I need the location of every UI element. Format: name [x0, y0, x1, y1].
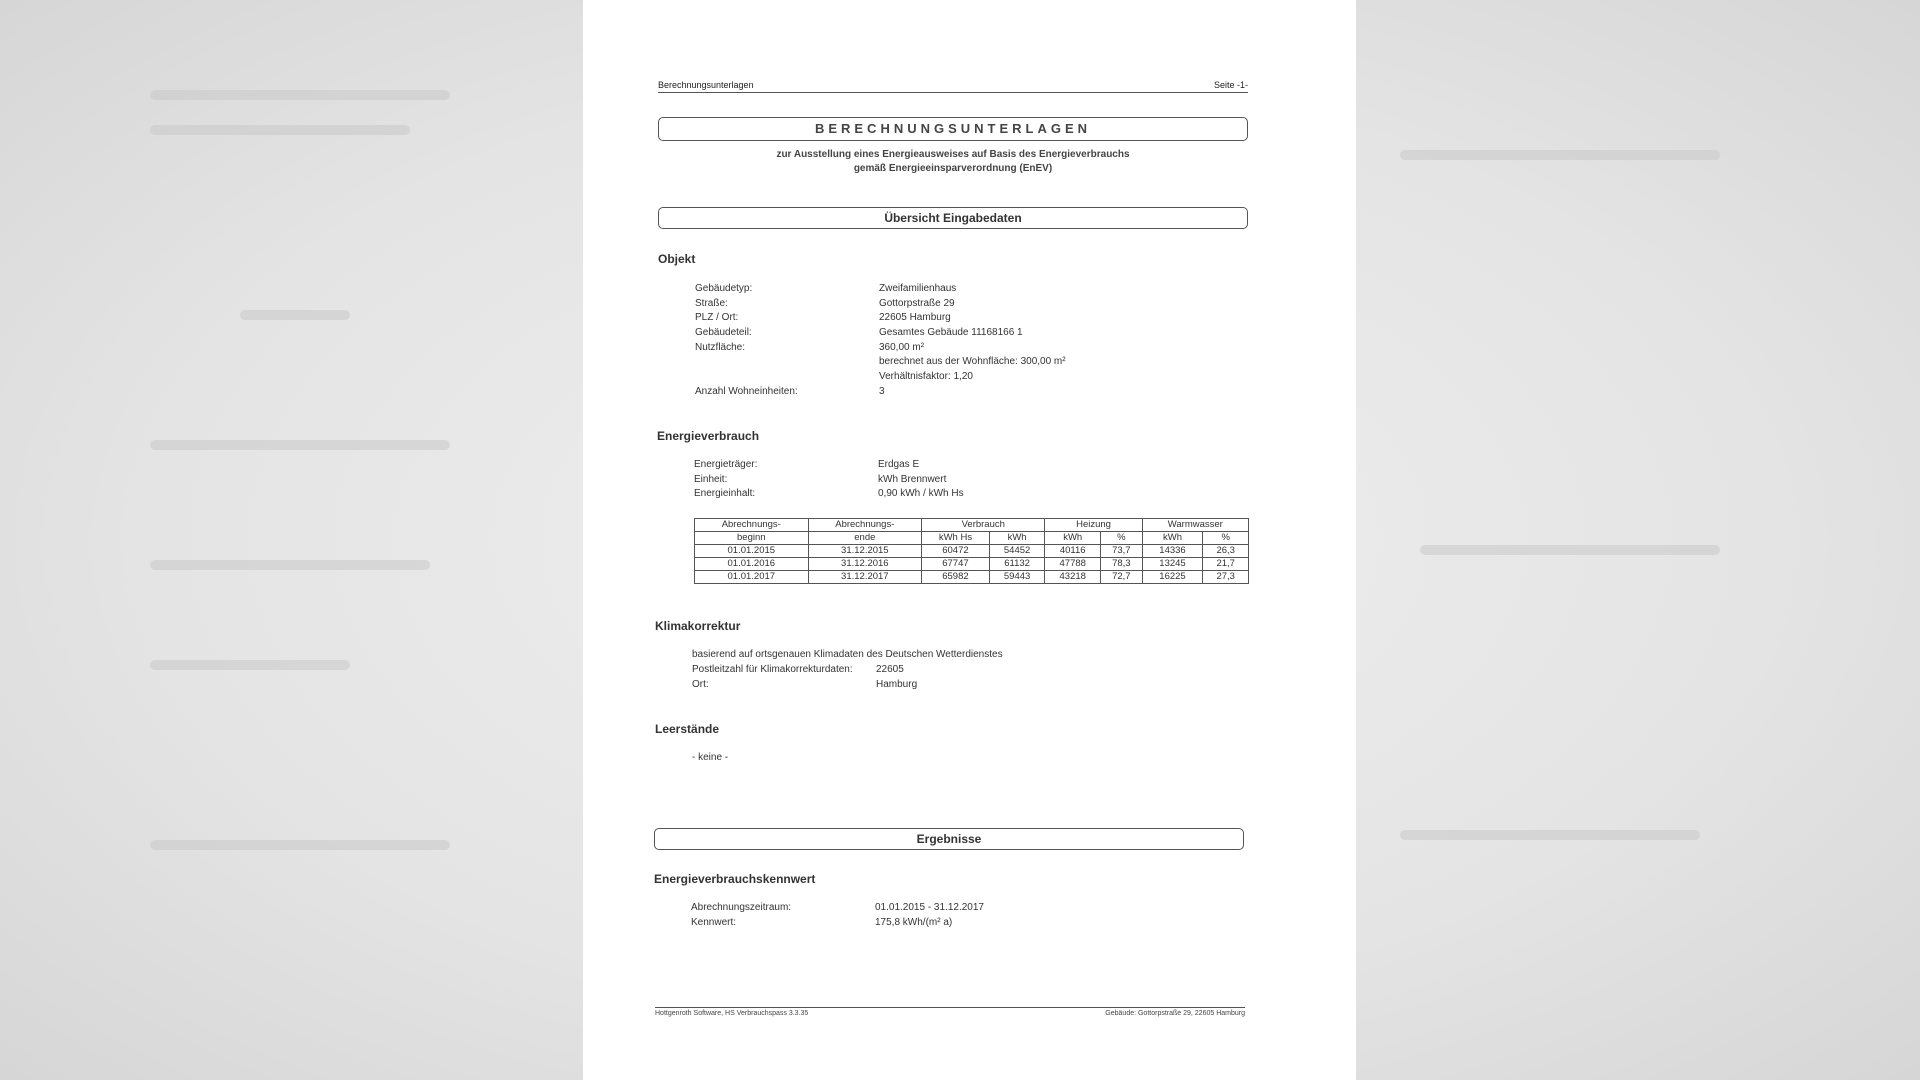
kennwert-value: 175,8 kWh/(m² a)	[875, 916, 953, 928]
table-cell: 13245	[1142, 558, 1203, 571]
objekt-value: berechnet aus der Wohnfläche: 300,00 m²	[879, 356, 1066, 368]
objekt-heading: Objekt	[658, 252, 696, 266]
table-header-row	[695, 519, 1249, 532]
table-cell: 21,7	[1203, 558, 1249, 571]
objekt-value: 360,00 m²	[879, 341, 925, 353]
objekt-key: PLZ / Ort:	[695, 312, 739, 324]
table-cell: 26,3	[1203, 545, 1249, 558]
energie-value: 0,90 kWh / kWh Hs	[878, 488, 964, 500]
section-title-input: Übersicht Eingabedaten	[658, 207, 1248, 229]
subtitle-line-1: zur Ausstellung eines Energieausweises auf Basis des Energieverbrauchs	[776, 149, 1130, 160]
energie-value: Erdgas E	[878, 459, 920, 470]
header-page-number: Seite -1-	[1213, 80, 1248, 90]
table-header-cell: Heizung	[1045, 519, 1142, 532]
klima-key: Postleitzahl für Klimakorrekturdaten:	[692, 664, 853, 675]
objekt-value: Verhältnisfaktor: 1,20	[879, 371, 973, 383]
table-subheader-cell: kWh Hs	[922, 532, 990, 545]
energie-key: Energieträger:	[694, 459, 758, 470]
energie-key: Energieinhalt:	[694, 488, 756, 500]
table-row	[695, 545, 1249, 558]
table-cell: 14336	[1142, 545, 1203, 558]
section-title-results: Ergebnisse	[654, 828, 1244, 850]
klimakorrektur-heading: Klimakorrektur	[655, 619, 741, 633]
energieverbrauch-heading: Energieverbrauch	[657, 429, 760, 443]
blur-line	[240, 310, 350, 320]
table-header-cell: Abrechnungs-	[695, 519, 809, 532]
table-cell: 27,3	[1203, 571, 1249, 584]
table-subheader-cell: %	[1101, 532, 1143, 545]
objekt-value: Gesamtes Gebäude 11168166 1	[879, 327, 1023, 339]
table-cell: 01.01.2017	[695, 571, 809, 584]
table-row	[695, 571, 1249, 584]
blur-line	[1400, 150, 1720, 160]
objekt-key: Nutzfläche:	[695, 341, 746, 353]
table-cell: 78,3	[1101, 558, 1143, 571]
page-footer	[655, 1007, 1245, 1017]
leerstaende-heading: Leerstände	[655, 722, 720, 736]
blur-line	[150, 440, 450, 450]
table-cell: 67747	[922, 558, 990, 571]
consumption-table	[694, 518, 1249, 584]
kennwert-key: Abrechnungszeitraum:	[691, 902, 792, 913]
blur-line	[150, 660, 350, 670]
table-subheader-cell: beginn	[695, 532, 809, 545]
objekt-key: Straße:	[695, 297, 728, 309]
table-cell: 31.12.2017	[808, 571, 922, 584]
table-cell: 40116	[1045, 545, 1101, 558]
table-cell: 16225	[1142, 571, 1203, 584]
table-cell: 61132	[989, 558, 1045, 571]
objekt-key: Gebäudetyp:	[695, 283, 753, 294]
table-cell: 73,7	[1101, 545, 1143, 558]
document-page	[583, 0, 1356, 1080]
table-cell: 31.12.2015	[808, 545, 922, 558]
footer-left: Hottgenroth Software, HS Verbrauchspass 3.3.35	[655, 1010, 809, 1017]
table-subheader-cell: kWh	[1142, 532, 1203, 545]
table-cell: 43218	[1045, 571, 1101, 584]
klima-value: 22605	[876, 664, 904, 675]
klima-value: Hamburg	[876, 678, 918, 690]
table-cell: 47788	[1045, 558, 1101, 571]
objekt-value: 3	[879, 385, 885, 397]
blur-line	[150, 125, 410, 135]
energie-value: kWh Brennwert	[878, 473, 947, 485]
energie-key: Einheit:	[694, 473, 728, 485]
table-header-cell: Verbrauch	[922, 519, 1045, 532]
objekt-key: Anzahl Wohneinheiten:	[695, 385, 798, 397]
table-cell: 54452	[989, 545, 1045, 558]
blur-line	[150, 90, 450, 100]
table-cell: 31.12.2016	[808, 558, 922, 571]
document-subtitle	[658, 148, 1248, 176]
klima-key: Ort:	[692, 678, 709, 690]
table-subheader-cell: kWh	[989, 532, 1045, 545]
table-subheader-row	[695, 532, 1249, 545]
table-subheader-cell: ende	[808, 532, 922, 545]
table-cell: 59443	[989, 571, 1045, 584]
blur-line	[1400, 830, 1700, 840]
subtitle-line-2: gemäß Energieeinsparverordnung (EnEV)	[853, 163, 1053, 174]
table-cell: 01.01.2015	[695, 545, 809, 558]
table-cell: 01.01.2016	[695, 558, 809, 571]
table-cell: 65982	[922, 571, 990, 584]
kennwert-key: Kennwert:	[691, 916, 737, 928]
table-header-cell: Abrechnungs-	[808, 519, 922, 532]
klimakorrektur-description: basierend auf ortsgenauen Klimadaten des Deutschen Wetterdienstes	[692, 649, 1003, 660]
document-title: BERECHNUNGSUNTERLAGEN	[658, 117, 1248, 141]
blur-line	[150, 560, 430, 570]
objekt-value: Zweifamilienhaus	[879, 283, 957, 294]
blur-line	[150, 840, 450, 850]
leerstaende-value: - keine -	[692, 752, 729, 763]
objekt-value: 22605 Hamburg	[879, 312, 951, 324]
objekt-key: Gebäudeteil:	[695, 327, 752, 339]
table-cell: 72,7	[1101, 571, 1143, 584]
table-cell: 60472	[922, 545, 990, 558]
table-subheader-cell: %	[1203, 532, 1249, 545]
table-subheader-cell: kWh	[1045, 532, 1101, 545]
page-header	[658, 80, 1248, 93]
blur-line	[1420, 545, 1720, 555]
kennwert-value: 01.01.2015 - 31.12.2017	[875, 902, 984, 913]
table-header-cell: Warmwasser	[1142, 519, 1248, 532]
footer-right: Gebäude: Gottorpstraße 29, 22605 Hamburg	[1105, 1010, 1245, 1017]
kennwert-heading: Energieverbrauchskennwert	[654, 872, 816, 886]
header-left: Berechnungsunterlagen	[658, 80, 754, 90]
table-row	[695, 558, 1249, 571]
objekt-value: Gottorpstraße 29	[879, 297, 955, 309]
